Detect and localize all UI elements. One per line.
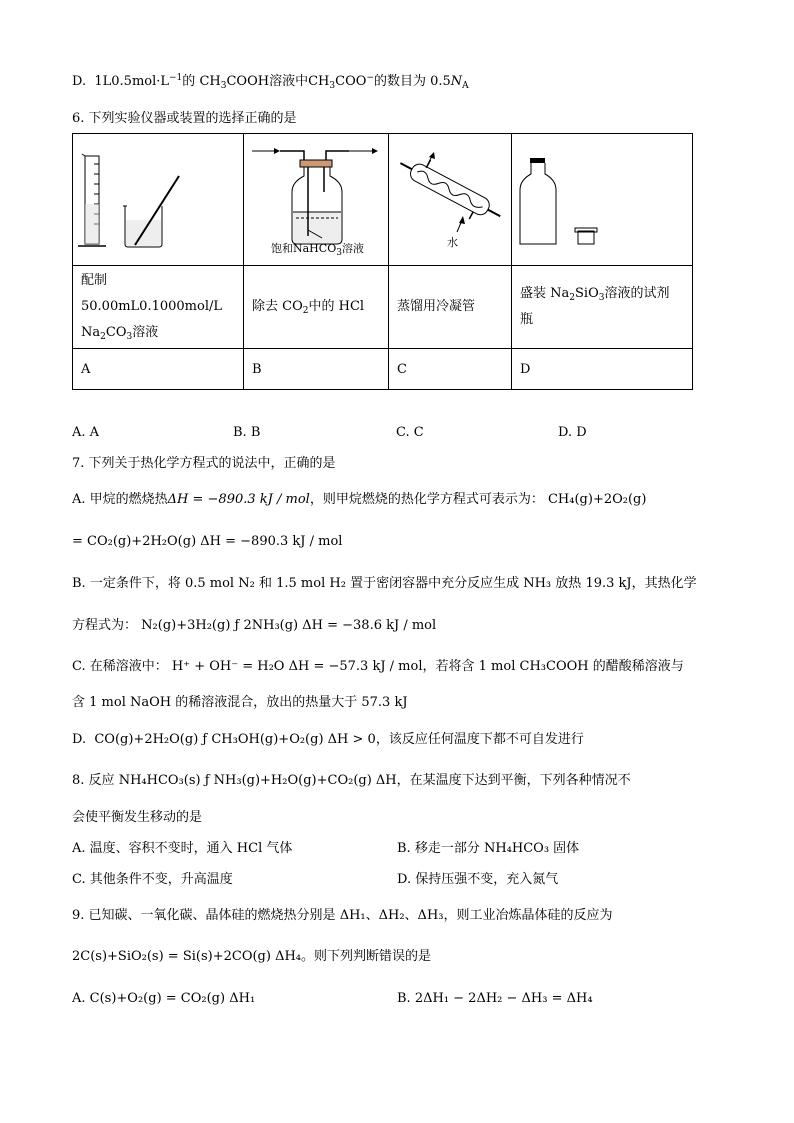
image-cell-d: [512, 134, 693, 266]
reagent-bottle-icon: [512, 134, 692, 261]
q6-option-c: C. C: [396, 425, 424, 440]
q7-option-c-line2: 含 1 mol NaOH 的稀溶液混合，放出的热量大于 57.3 kJ: [72, 695, 408, 710]
letter-cell-d: D: [512, 349, 693, 390]
q9-option-a: A. C(s)+O₂(g) = CO₂(g) ΔH₁: [72, 991, 256, 1006]
text-cell-b: 除去 $CO_2$中的 HCl: [244, 266, 389, 349]
q6-option-d: D. D: [558, 425, 587, 440]
q6-option-a: A. A: [72, 425, 100, 440]
q7-option-c-line1: C. 在稀溶液中： H⁺ + OH⁻ = H₂O ΔH = −57.3 kJ / mol，若将含 1 mol CH₃COOH 的醋酸稀溶液与: [72, 659, 684, 674]
q6-option-b: B. B: [233, 425, 261, 440]
q9-option-b: B. 2ΔH₁ − 2ΔH₂ − ΔH₃ = ΔH₄: [397, 991, 593, 1006]
caption-water: 水: [447, 236, 458, 249]
text-cell-c: 蒸馏用冷凝管: [389, 266, 512, 349]
letter-cell-b: B: [244, 349, 389, 390]
measuring-cylinder-beaker-icon: [73, 134, 243, 261]
q8-stem-line1: 8. 反应 NH₄HCO₃(s) ƒ NH₃(g)+H₂O(g)+CO₂(g) ΔH，在某温度下达到平衡，下列各种情况不: [72, 773, 631, 788]
q8-option-b: B. 移走一部分 NH₄HCO₃ 固体: [397, 841, 580, 856]
q8-option-c: C. 其他条件不变，升高温度: [72, 872, 233, 887]
q7-option-a-line2: = CO₂(g)+2H₂O(g) ΔH = −890.3 kJ / mol: [72, 534, 343, 549]
q8-stem-line2: 会使平衡发生移动的是: [72, 810, 203, 825]
q7-option-d: D. CO(g)+2H₂O(g) ƒ CH₃OH(g)+O₂(g) ΔH > 0，该反应任何温度下都不可自发进行: [72, 732, 584, 747]
q7-option-b-line2: 方程式为： N₂(g)+3H₂(g) ƒ 2NH₃(g) ΔH = −38.6 kJ / mol: [72, 618, 437, 633]
q9-stem-line2: 2C(s)+SiO₂(s) = Si(s)+2CO(g) ΔH₄。则下列判断错误的是: [72, 949, 432, 964]
q8-option-d: D. 保持压强不变，充入氮气: [397, 872, 559, 887]
caption-nahco3: 饱和NaHCO$_3$溶液: [271, 242, 364, 258]
q7-stem: 7. 下列关于热化学方程式的说法中，正确的是: [72, 456, 336, 471]
q6-stem: 6. 下列实验仪器或装置的选择正确的是: [72, 111, 297, 126]
q8-option-a: A. 温度、容积不变时，通入 HCl 气体: [72, 841, 293, 856]
q5-option-d: D. $1L0.5mol\cdot L^{-1}$的 $CH_3COOH$溶液中$CH_3COO^-$的数目为 $0.5N_A$: [72, 73, 469, 91]
letter-cell-a: A: [73, 349, 244, 390]
letter-cell-c: C: [389, 349, 512, 390]
apparatus-table: [72, 133, 693, 390]
image-cell-a: [73, 134, 244, 266]
q7-option-a-line1: A. 甲烷的燃烧热ΔH = −890.3 kJ / mol，则甲烷燃烧的热化学方程式可表示为： CH₄(g)+2O₂(g): [72, 492, 647, 507]
text-cell-a: 配制 50.00mL0.1000mol/L $Na_2CO_3$溶液: [73, 266, 244, 349]
q7-option-b-line1: B. 一定条件下，将 0.5 mol N₂ 和 1.5 mol H₂ 置于密闭容器中充分反应生成 NH₃ 放热 19.3 kJ，其热化学: [72, 576, 697, 591]
q9-stem-line1: 9. 已知碳、一氧化碳、晶体硅的燃烧热分别是 ΔH₁、ΔH₂、ΔH₃，则工业冶炼晶体硅的反应为: [72, 908, 613, 923]
image-cell-b: [244, 134, 389, 266]
image-cell-c: [389, 134, 512, 266]
text-cell-d: 盛装 $Na_2SiO_3$溶液的试剂 瓶: [512, 266, 693, 349]
